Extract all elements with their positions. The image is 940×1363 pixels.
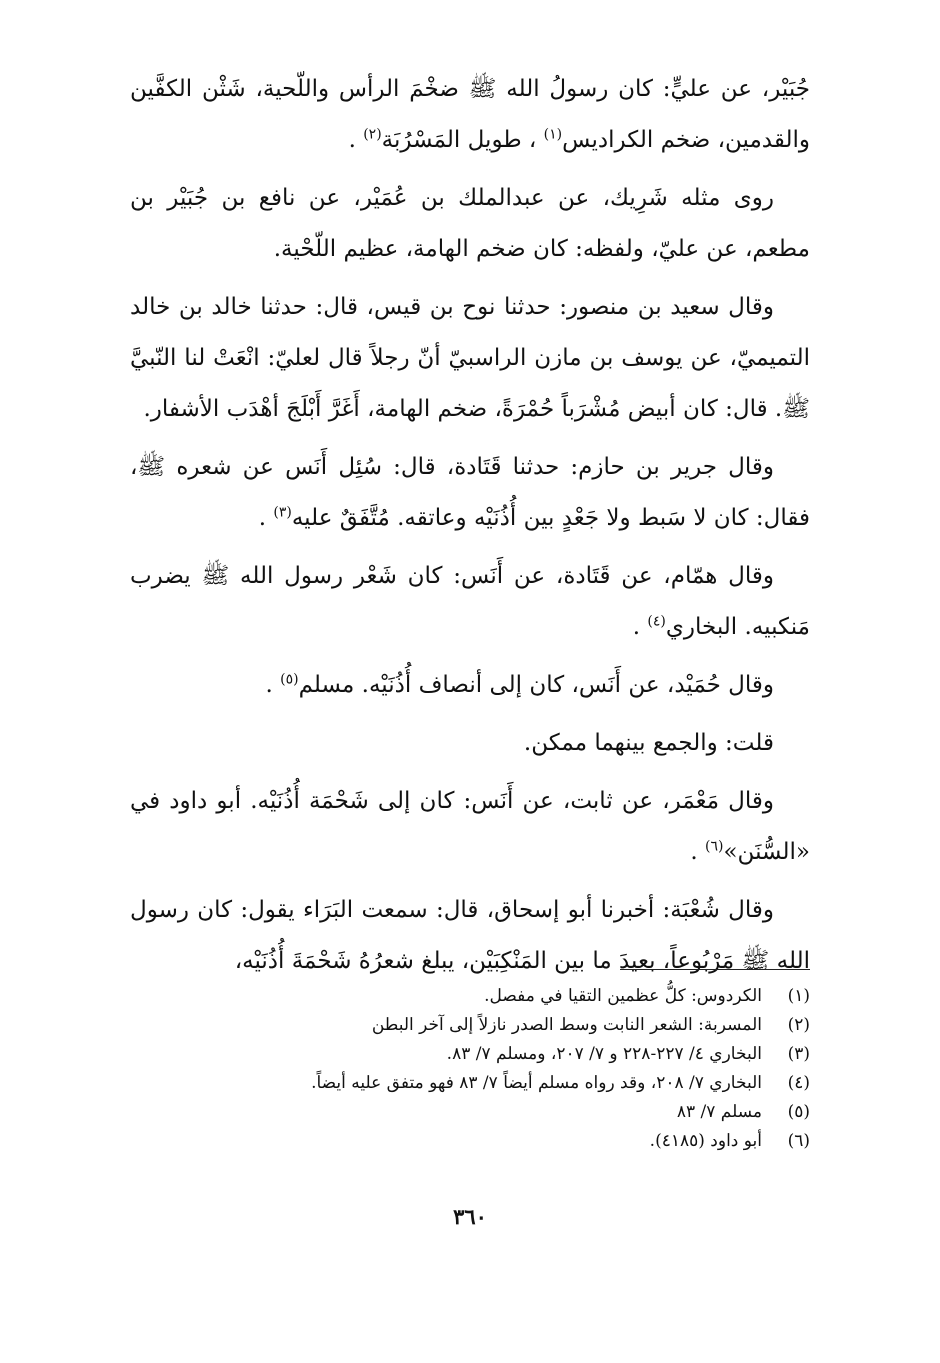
paragraph-text: وقال همّام، عن قَتَادة، عن أَنَس: كان شَعْر رسول الله ﷺ يضرب مَنكبيه. البخاري (130, 563, 810, 640)
footnote-text: مسلم ٧/ ٨٣ (676, 1102, 762, 1122)
footnote-ref-1: (١) (543, 126, 563, 143)
footnote-text: الكردوس: كلُّ عظمين التقيا في مفصل. (484, 986, 762, 1006)
paragraph-text: وقال سعيد بن منصور: حدثنا نوح بن قيس، قال: حدثنا خالد بن خالد التميميّ، عن يوسف بن مازن الراسبيّ أنّ رجلاً قال لعليّ: انْعَتْ لنا النّبيَّ ﷺ. قال: كان أبيض مُشْرَباً حُمْرَةً، ضخم الهامة، أَغَرَّ أَبْلَجَ أهْدَب الأشفار. (130, 294, 810, 422)
footnote-ref-3: (٣) (273, 504, 292, 521)
paragraph-text: وقال جرير بن حازم: حدثنا قَتَادة، قال: سُئِل أَنَس عن شعره ﷺ، فقال: كان لا سَبط ولا جَعْدٍ بين أُذُنَيْه وعاتقه. مُتَّفَقٌ عليه (130, 454, 810, 531)
paragraph-tail: . (348, 127, 364, 153)
paragraph-9 (130, 885, 810, 987)
footnote-text: البخاري ٧/ ٢٠٨، وقد رواه مسلم أيضاً ٧/ ٨٣ فهو متفق عليه أيضاً. (311, 1073, 762, 1093)
footnote-separator (620, 969, 810, 970)
main-text (130, 64, 810, 994)
paragraph-text: قلت: والجمع بينهما ممكن. (523, 730, 774, 756)
footnote-ref-5: (٥) (280, 671, 299, 688)
footnote (130, 1040, 810, 1069)
paragraph-text: وقال شُعْبَة: أخبرنا أبو إسحاق، قال: سمعت البَرَاء يقول: كان رسول الله ﷺ مَرْبُوعاً، بعيدَ ما بين المَنْكِبَيْن، يبلغ شعرُهُ شَحْمَةَ أُذُنَيْه، (130, 897, 810, 974)
paragraph-1 (130, 64, 810, 166)
footnote-ref-2: (٢) (363, 126, 382, 143)
page-number: ٣٦٠ (453, 1204, 487, 1229)
footnote (130, 1069, 810, 1098)
paragraph-tail: . (265, 672, 281, 698)
footnote-number: (٥) (787, 1102, 810, 1122)
paragraph-text: وقال مَعْمَر، عن ثابت، عن أَنَس: كان إلى شَحْمَة أُذُنَيْه. أبو داود في «السُّنَن» (130, 788, 810, 865)
paragraph-4 (130, 442, 810, 544)
paragraph-tail: . (632, 614, 648, 640)
footnote-number: (١) (787, 986, 810, 1006)
footnote (130, 982, 810, 1011)
paragraph-3 (130, 282, 810, 435)
footnote-text: البخاري ٤/ ٢٢٧-٢٢٨ و ٧/ ٢٠٧، ومسلم ٧/ ٨٣. (446, 1044, 762, 1064)
footnotes (130, 982, 810, 1156)
footnote (130, 1011, 810, 1040)
footnote-text: المسربة: الشعر النابت وسط الصدر نازلاً إلى آخر البطن (371, 1015, 762, 1035)
paragraph-tail: . (690, 839, 706, 865)
footnote-number: (٦) (787, 1131, 810, 1151)
paragraph-5 (130, 551, 810, 653)
footnote-number: (٣) (787, 1044, 810, 1064)
paragraph-8 (130, 776, 810, 878)
footnote-number: (٤) (787, 1073, 810, 1093)
paragraph-7 (130, 718, 810, 769)
footnote (130, 1098, 810, 1127)
paragraph-6 (130, 660, 810, 711)
paragraph-text: روى مثله شَرِيك، عن عبدالملك بن عُمَيْر، عن نافع بن جُبَيْر بن مطعم، عن عليّ، ولفظه: كان ضخم الهامة، عظيم اللّحْية. (130, 185, 810, 262)
footnote-ref-4: (٤) (647, 613, 666, 630)
paragraph-text: جُبَيْر، عن عليٍّ: كان رسولُ الله ﷺ ضخْمَ الرأس واللّحية، شَثْن الكفَّين والقدمين، ضخم الكراديس (130, 76, 810, 153)
footnote-number: (٢) (787, 1015, 810, 1035)
paragraph-tail: . (258, 505, 274, 531)
footnote (130, 1127, 810, 1156)
paragraph-2 (130, 173, 810, 275)
footnote-ref-6: (٦) (705, 838, 724, 855)
footnote-text: أبو داود (٤١٨٥). (649, 1131, 762, 1151)
paragraph-text: وقال حُمَيْد، عن أَنَس، كان إلى أنصاف أُذُنَيْه. مسلم (298, 672, 774, 698)
paragraph-text-continued: ، طويل المَسْرُبَة (381, 127, 544, 153)
